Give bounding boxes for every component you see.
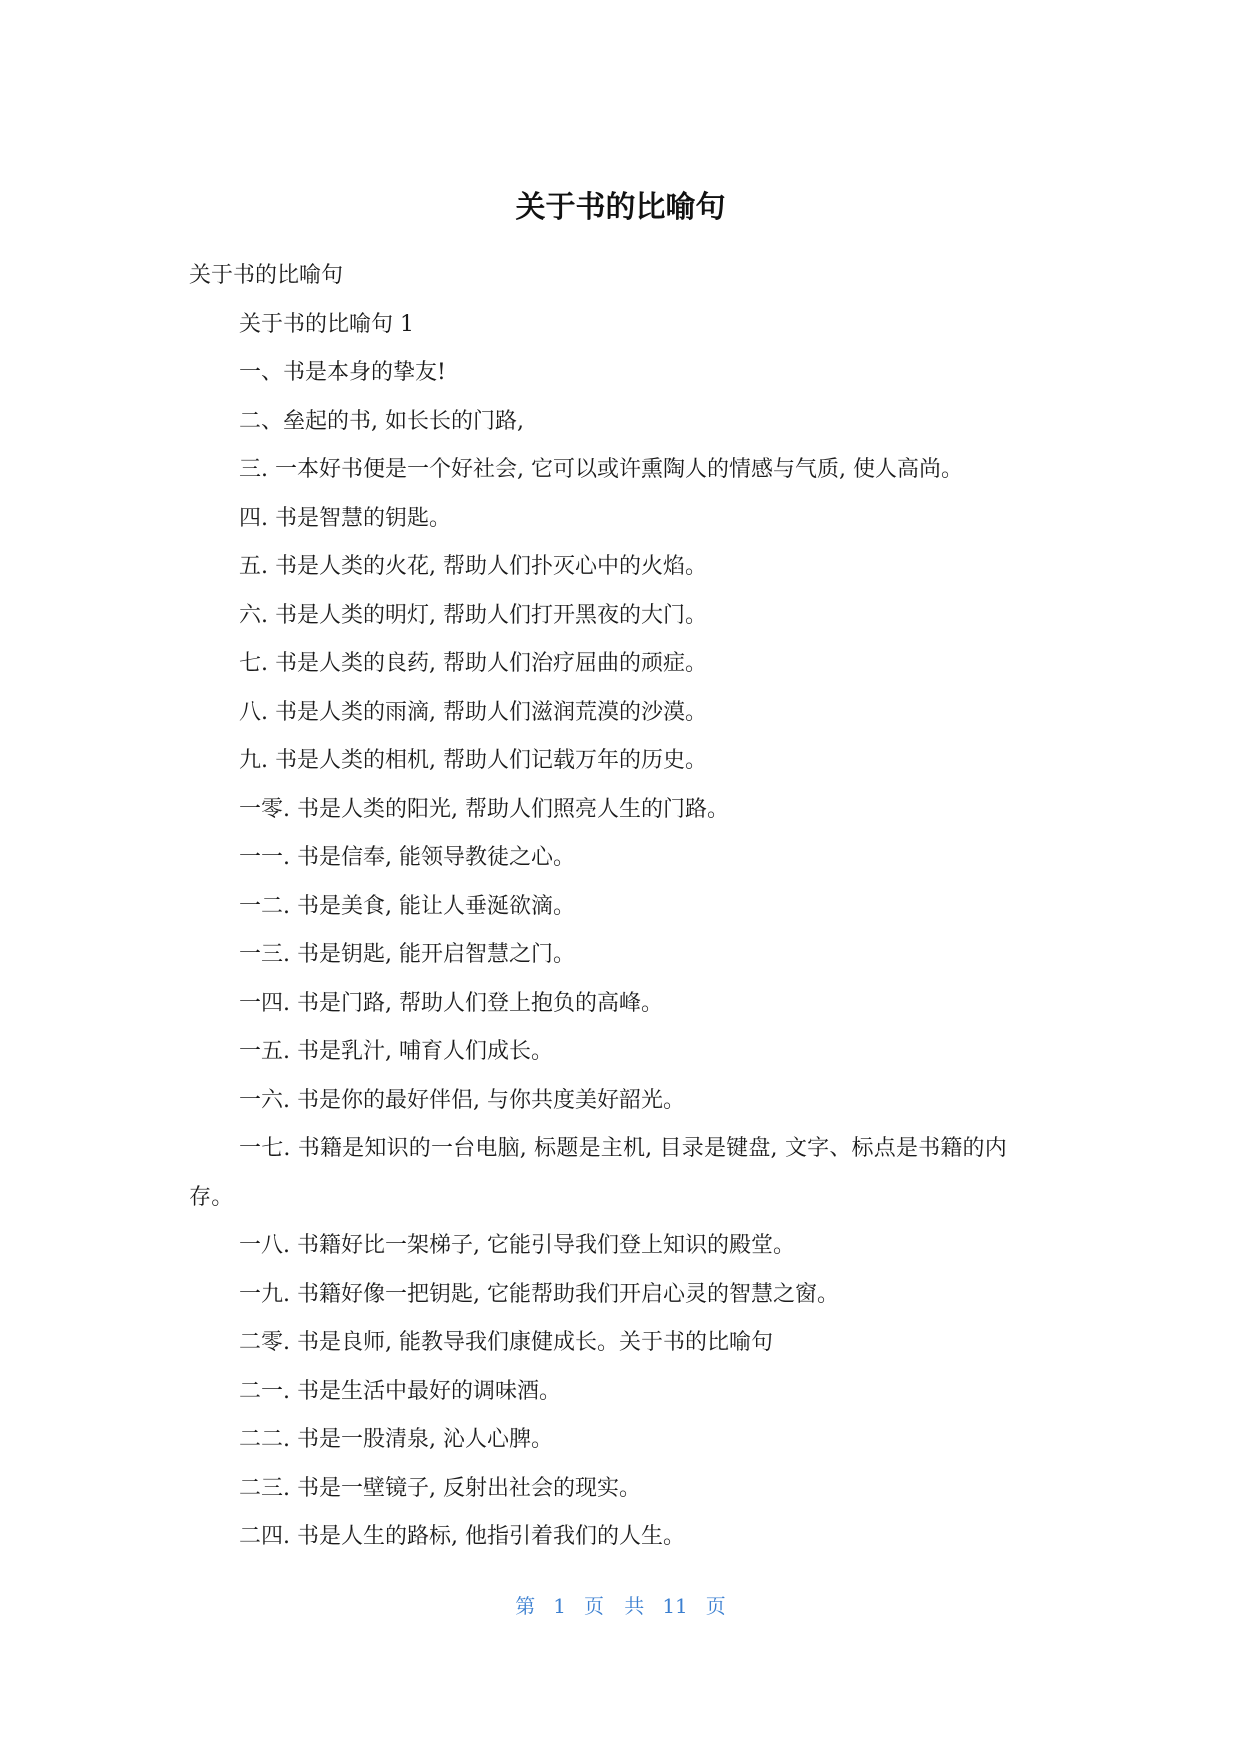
paragraph: 四. 书是智慧的钥匙。 <box>239 505 451 531</box>
page-footer <box>0 1591 1241 1621</box>
document-body <box>189 252 1049 1562</box>
paragraph: 二、垒起的书, 如长长的门路, <box>239 408 524 434</box>
paragraph: 一六. 书是你的最好伴侣, 与你共度美好韶光。 <box>239 1087 685 1113</box>
paragraph: 二零. 书是良师, 能教导我们康健成长。关于书的比喻句 <box>239 1330 773 1355</box>
footer-label-page: 第 <box>515 1594 536 1618</box>
paragraph: 二三. 书是一壁镜子, 反射出社会的现实。 <box>239 1475 641 1501</box>
footer-label-of: 页 共 <box>583 1594 645 1618</box>
paragraph: 八. 书是人类的雨滴, 帮助人们滋润荒漠的沙漠。 <box>239 699 707 725</box>
paragraph: 一三. 书是钥匙, 能开启智慧之门。 <box>239 942 575 967</box>
paragraph: 三. 一本好书便是一个好社会, 它可以或许熏陶人的情感与气质, 使人高尚。 <box>239 457 963 482</box>
paragraph: 一一. 书是信奉, 能领导教徒之心。 <box>239 845 575 870</box>
paragraph-multiline: 一七. 书籍是知识的一台电脑, 标题是主机, 目录是键盘, 文字、标点是书籍的内存。 <box>189 1136 1007 1210</box>
paragraph: 一、书是本身的挚友! <box>239 360 446 385</box>
paragraph-heading: 关于书的比喻句 <box>189 263 344 288</box>
paragraph: 六. 书是人类的明灯, 帮助人们打开黑夜的大门。 <box>239 602 707 628</box>
paragraph: 一九. 书籍好像一把钥匙, 它能帮助我们开启心灵的智慧之窗。 <box>239 1281 839 1307</box>
footer-label-end: 页 <box>705 1594 726 1618</box>
paragraph: 一五. 书是乳汁, 哺育人们成长。 <box>239 1039 553 1064</box>
document-title: 关于书的比喻句 <box>515 190 726 225</box>
paragraph: 一零. 书是人类的阳光, 帮助人们照亮人生的门路。 <box>239 796 729 822</box>
paragraph: 七. 书是人类的良药, 帮助人们治疗屈曲的顽症。 <box>239 651 707 676</box>
paragraph: 九. 书是人类的相机, 帮助人们记载万年的历史。 <box>239 748 707 773</box>
paragraph: 五. 书是人类的火花, 帮助人们扑灭心中的火焰。 <box>239 554 707 579</box>
footer-current-page: 1 <box>553 1594 566 1618</box>
paragraph: 二二. 书是一股清泉, 沁人心脾。 <box>239 1427 553 1452</box>
paragraph: 一四. 书是门路, 帮助人们登上抱负的高峰。 <box>239 990 663 1016</box>
paragraph: 一二. 书是美食, 能让人垂涎欲滴。 <box>239 893 575 919</box>
paragraph-subheading: 关于书的比喻句 1 <box>239 311 414 337</box>
footer-total-pages: 11 <box>662 1594 688 1618</box>
paragraph: 一八. 书籍好比一架梯子, 它能引导我们登上知识的殿堂。 <box>239 1233 795 1258</box>
paragraph: 二一. 书是生活中最好的调味酒。 <box>239 1378 561 1404</box>
paragraph: 二四. 书是人生的路标, 他指引着我们的人生。 <box>239 1524 685 1549</box>
